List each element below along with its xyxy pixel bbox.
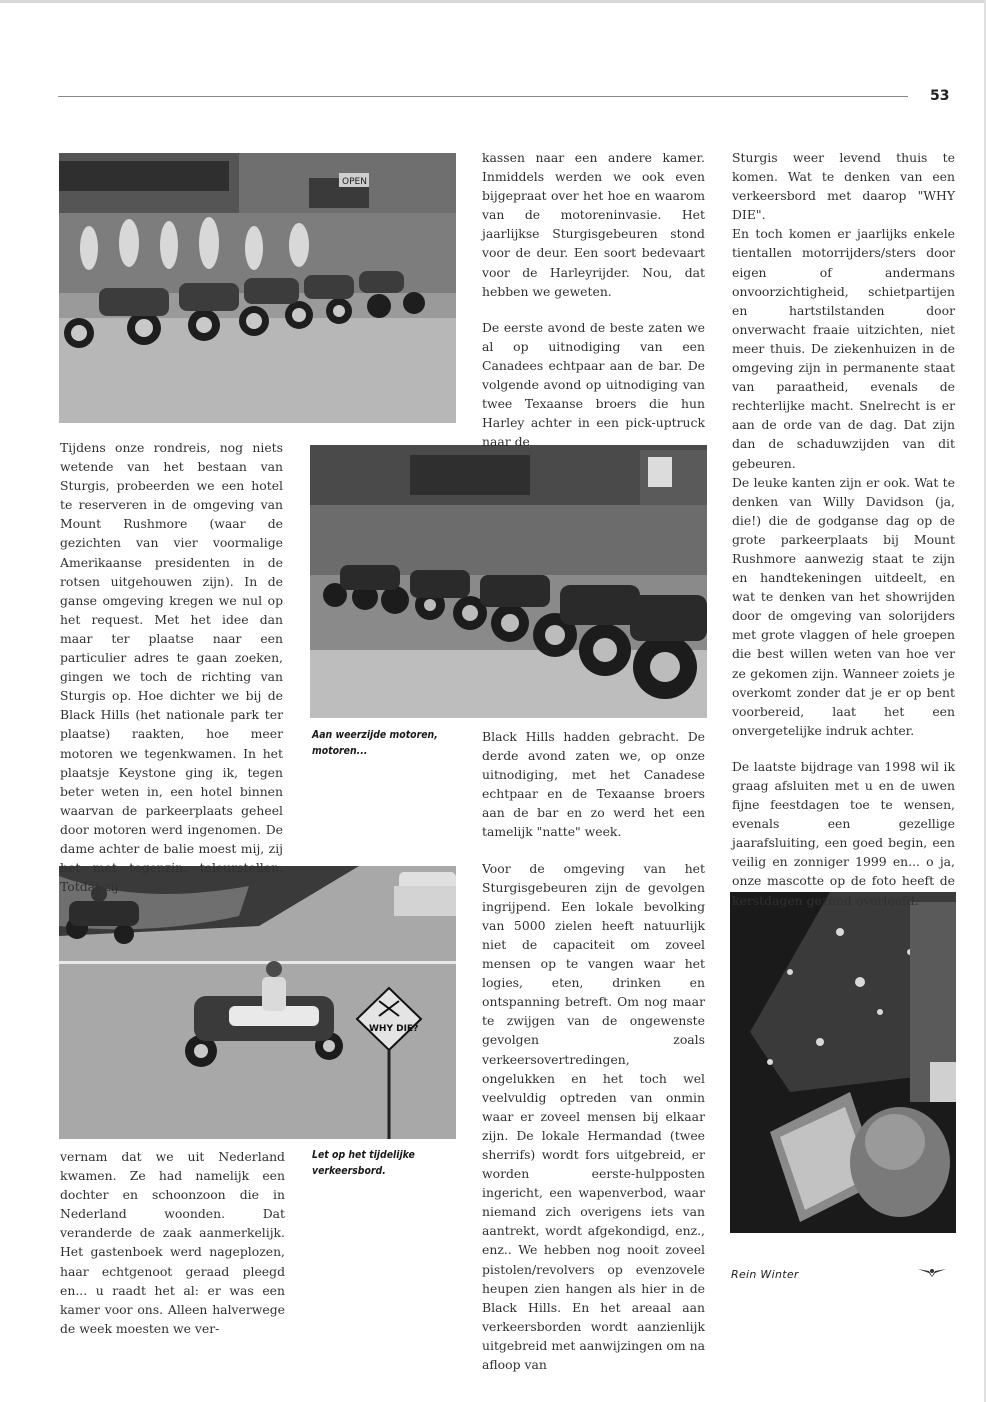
- column-middle-bottom: [482, 727, 705, 1374]
- photo-christmas-mascot: [730, 892, 956, 1233]
- open-sign-text: OPEN: [342, 177, 367, 187]
- page-top-edge: [0, 0, 986, 3]
- paragraph: De eerste avond de beste zaten we al op uitnodiging van een Canadees echtpaar aan de bar. De volgende avond op uitnodiging van twee Texaanse broers die hun Harley achter in een pick-uptruck naar de: [482, 319, 705, 450]
- winged-logo-icon: [918, 1266, 946, 1278]
- caption-sign: Let op het tijdelijke verkeersbord.: [312, 1148, 415, 1177]
- why-die-sign-text: WHY DIE?: [369, 1024, 419, 1034]
- column-middle-top: [482, 148, 705, 451]
- photo-street-motorcycles: [59, 153, 456, 423]
- column-left-top: [60, 438, 283, 896]
- photo-motorcycle-row: [310, 445, 707, 718]
- photo-road-why-die-sign: [59, 866, 456, 1139]
- paragraph: kassen naar een andere kamer. Inmiddels werden we ook even bijgepraat over het hoe en waarom van de motoreninvasie. Het jaarlijkse Sturgisgebeuren stond voor de deur. Een soort bedevaart voor de Harleyrijder. Nou, dat hebben we geweten.: [482, 150, 705, 299]
- paragraph: vernam dat we uit Nederland kwamen. Ze had namelijk een dochter en schoonzoon die in Nederland woonden. Dat veranderde de zaak aanmerkelijk. Het gastenboek werd nageplozen, haar echtgenoot geraad pleegd en... u raadt het al: er was een kamer voor ons. Alleen halverwege de week moesten we ver-: [60, 1149, 285, 1336]
- paragraph: Tijdens onze rondreis, nog niets wetende van het bestaan van Sturgis, probeerden we een hotel te reserveren in de omgeving van Mount Rushmore (waar de gezichten van vier voormalige Amerikaanse presidenten in de rotsen uitgehouwen zijn). In de ganse omgeving kregen we nul op het request. Met het idee dan maar ter plaatse naar een particulier adres te gaan zoeken, gingen we toch de richting van Sturgis op. Hoe dichter we bij de Black Hills (het nationale park ter plaatse) raakten, hoe meer motoren we tegenkwamen. In het plaatsje Keystone ging ik, tegen beter weten in, een hotel binnen waarvan de parkeerplaats geheel door motoren werd ingenomen. De dame achter de balie moest mij, zij het met tegenzin, teleurstellen. Totdat zij: [60, 440, 283, 895]
- column-right: [732, 148, 955, 910]
- column-left-bottom: [60, 1147, 285, 1338]
- caption-motorcycles: Aan weerzijde motoren, motoren...: [312, 728, 438, 757]
- page-number: 53: [930, 88, 950, 104]
- paragraph: Black Hills hadden gebracht. De derde avond zaten we, op onze uitnodiging, met het Canadese echtpaar en de Texaanse broers aan de bar en zo werd het een tamelijk "natte" week.: [482, 729, 705, 840]
- paragraph: De leuke kanten zijn er ook. Wat te denken van Willy Davidson (ja, die!) die de godganse dag op de grote parkeerplaats bij Mount Rushmore aanwezig staat te zijn en handtekeningen uitdeelt, en wat te denken van het showrijden door de omgeving van solorijders met grote vlaggen of hele groepen die best willen weten van hoe ver ze gekomen zijn. Wanneer zoiets je overkomt zonder dat je er op bent voorbereid, laat het een onvergetelijke indruk achter.: [732, 474, 955, 738]
- paragraph: Sturgis weer levend thuis te komen. Wat te denken van een verkeersbord met daarop "WHY DIE".: [732, 150, 955, 223]
- paragraph: En toch komen er jaarlijks enkele tientallen motorrijders/sters door eigen of andermans onvoorzichtigheid, schietpartijen en hartstilstanden door onverwacht fraaie uitzichten, niet meer thuis. De ziekenhuizen in de omgeving zijn in permanente staat van paraatheid, evenals de rechterlijke macht. Snelrecht is er aan de orde van de dag. Dat zijn dan de schaduwzijden van dit gebeuren.: [732, 226, 955, 471]
- author-byline: Rein Winter: [731, 1268, 799, 1281]
- paragraph: De laatste bijdrage van 1998 wil ik graag afsluiten met u en de uwen fijne feestdagen toe te wensen, evenals een gezellige jaarafsluiting, een goed begin, een veilig en zonniger 1999 en... o ja, onze mascotte op de foto heeft de kerstdagen gezond overleefd.: [732, 758, 955, 908]
- paragraph: Voor de omgeving van het Sturgisgebeuren zijn de gevolgen ingrijpend. Een lokale bevolking van 5000 zielen heeft natuurlijk niet de capaciteit om zoveel mensen op te vangen waar het logies, eten, drinken en ontspanning betreft. Om nog maar te zwijgen van de ongewenste gevolgen zoals verkeersovertredingen, ongelukken en het toch wel veelvuldig optreden van onmin waar er zoveel mensen bij elkaar zijn. De lokale Hermandad (twee sherrifs) wordt fors uitgebreid, er worden eerste-hulpposten ingericht, een wapenverbod, waar niemand zich overigens iets van aantrekt, wordt afgekondigd, enz., enz.. We hebben nog nooit zoveel pistolen/revolvers op evenzovele heupen zien hangen als hier in de Black Hills. En het areaal aan verkeersborden wordt aanzienlijk uitgebreid met aanwijzingen om na afloop van: [482, 860, 705, 1372]
- header-rule: [58, 96, 908, 97]
